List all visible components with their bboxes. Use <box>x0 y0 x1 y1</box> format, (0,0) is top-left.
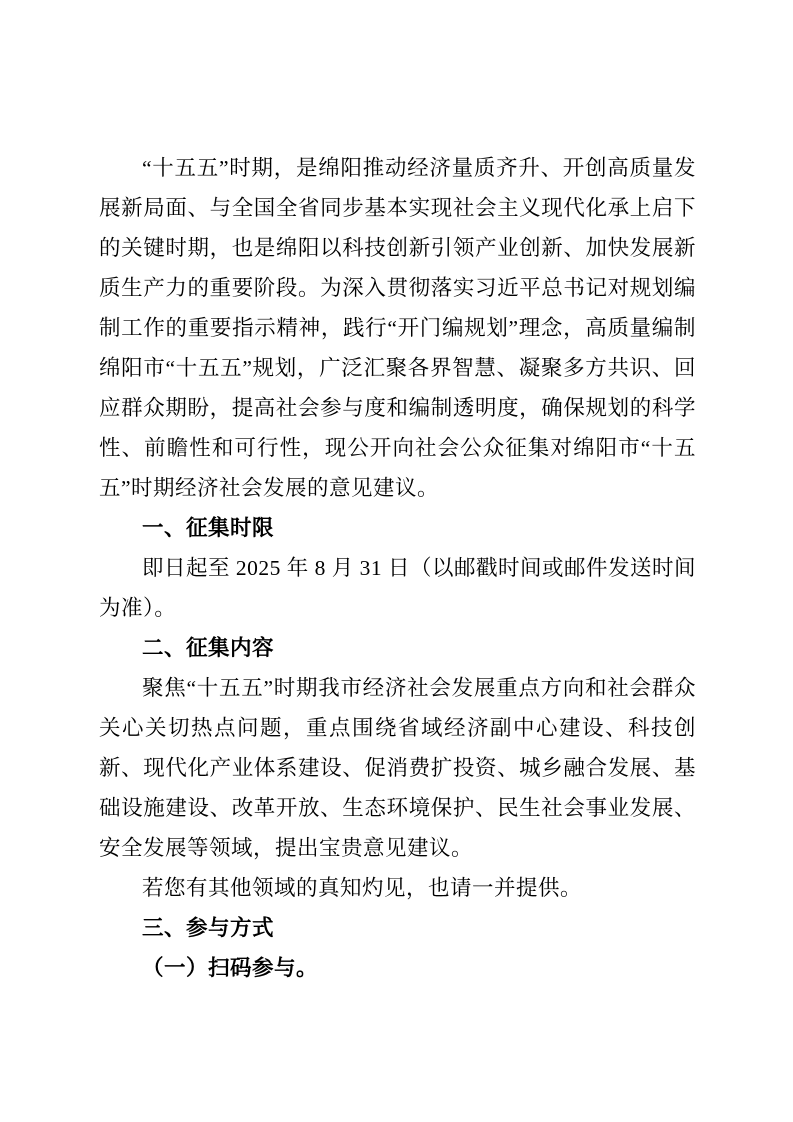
paragraph-content-focus: 聚焦“十五五”时期我市经济社会发展重点方向和社会群众关心关切热点问题，重点围绕省域经济副中心建设、科技创新、现代化产业体系建设、促消费扩投资、城乡融合发展、基础设施建设、改革开放、生态环境保护、民生社会事业发展、安全发展等领域，提出宝贵意见建议。 <box>99 676 696 860</box>
heading-collection-content: 二、征集内容 <box>142 636 275 660</box>
paragraph-intro: “十五五”时期，是绵阳推动经济量质齐升、开创高质量发展新局面、与全国全省同步基本实现社会主义现代化承上启下的关键时期，也是绵阳以科技创新引领产业创新、加快发展新质生产力的重要阶段。为深入贯彻落实习近平总书记对规划编制工作的重要指示精神，践行“开门编规划”理念，高质量编制绵阳市“十五五”规划，广泛汇聚各界智慧、凝聚多方共识、回应群众期盼，提高社会参与度和编制透明度，确保规划的科学性、前瞻性和可行性，现公开向社会公众征集对绵阳市“十五五”时期经济社会发展的意见建议。 <box>99 156 696 500</box>
paragraph-deadline: 即日起至 2025 年 8 月 31 日（以邮戳时间或邮件发送时间为准）。 <box>99 556 697 620</box>
heading-collection-deadline: 一、征集时限 <box>142 516 275 540</box>
subheading-scan-code: （一）扫码参与。 <box>142 956 319 980</box>
paragraph-other-fields: 若您有其他领域的真知灼见，也请一并提供。 <box>142 876 583 900</box>
heading-participation-method: 三、参与方式 <box>142 916 275 940</box>
